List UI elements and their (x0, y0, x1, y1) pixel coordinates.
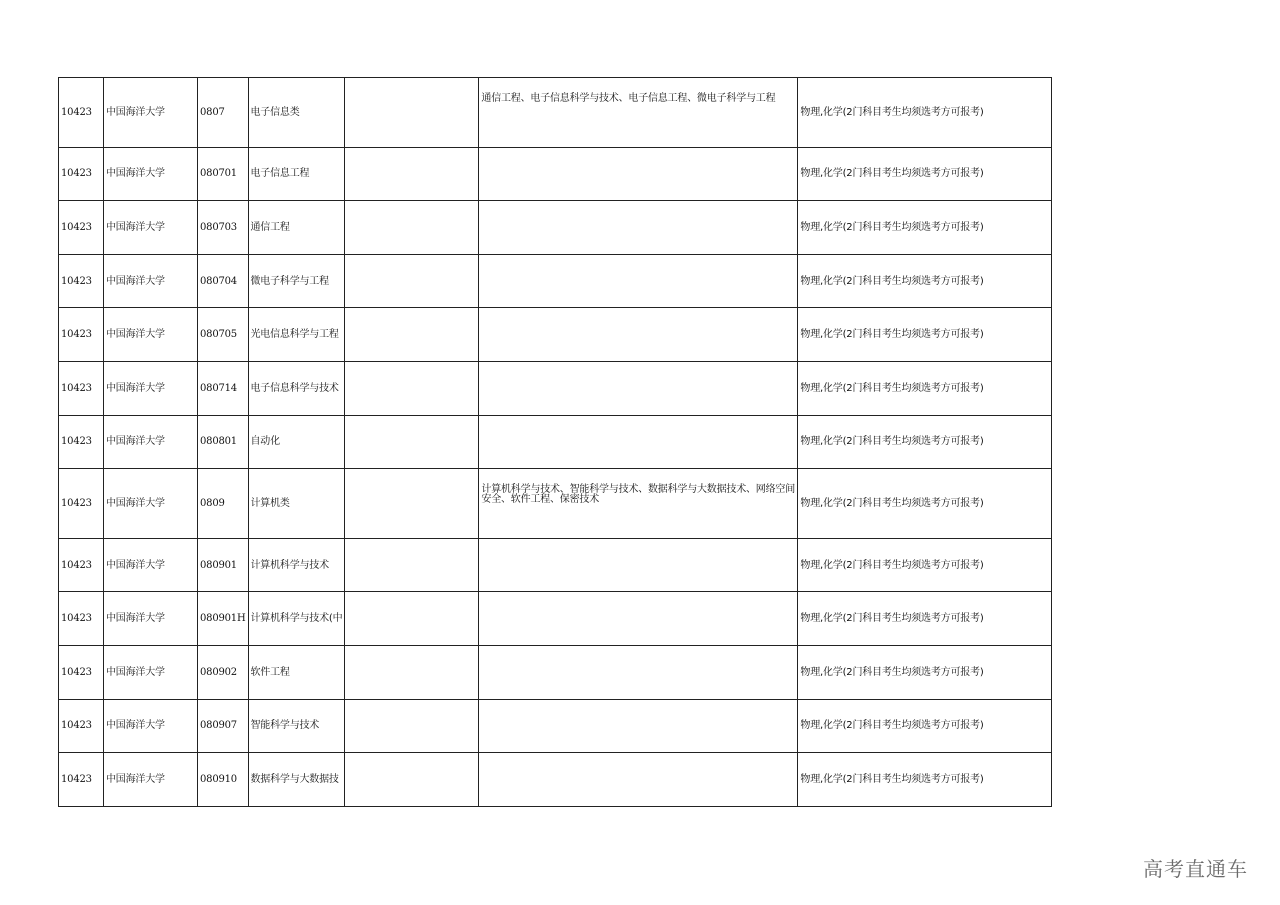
subject-requirement-cell: 物理,化学(2门科目考生均须选考方可报考) (798, 753, 1052, 807)
major-name-cell: 软件工程 (248, 645, 345, 699)
major-name-cell: 自动化 (248, 415, 345, 469)
subject-requirement-cell: 物理,化学(2门科目考生均须选考方可报考) (798, 645, 1052, 699)
notes-cell (345, 592, 479, 646)
school-name-cell: 中国海洋大学 (104, 361, 198, 415)
table-row (59, 415, 1052, 469)
school-code-cell: 10423 (59, 201, 104, 255)
major-name-cell: 计算机科学与技术 (248, 538, 345, 592)
school-name-cell: 中国海洋大学 (104, 78, 198, 148)
subject-requirement-cell: 物理,化学(2门科目考生均须选考方可报考) (798, 538, 1052, 592)
school-code-cell: 10423 (59, 699, 104, 753)
major-name-cell: 光电信息科学与工程 (248, 308, 345, 362)
notes-cell (345, 469, 479, 539)
table-row (59, 538, 1052, 592)
notes-cell (345, 645, 479, 699)
major-code-cell: 080801 (198, 415, 249, 469)
major-name-cell: 电子信息工程 (248, 147, 345, 201)
notes-cell (345, 201, 479, 255)
school-name-cell: 中国海洋大学 (104, 699, 198, 753)
included-majors-cell (479, 538, 798, 592)
school-code-cell: 10423 (59, 254, 104, 308)
included-majors-cell (479, 147, 798, 201)
major-name-cell: 电子信息类 (248, 78, 345, 148)
subject-requirement-cell: 物理,化学(2门科目考生均须选考方可报考) (798, 254, 1052, 308)
notes-cell (345, 78, 479, 148)
included-majors-cell (479, 645, 798, 699)
school-code-cell: 10423 (59, 753, 104, 807)
included-majors-cell (479, 415, 798, 469)
major-name-cell: 智能科学与技术 (248, 699, 345, 753)
included-majors-cell: 通信工程、电子信息科学与技术、电子信息工程、微电子科学与工程 (479, 78, 798, 148)
school-name-cell: 中国海洋大学 (104, 592, 198, 646)
included-majors-cell (479, 361, 798, 415)
school-name-cell: 中国海洋大学 (104, 254, 198, 308)
major-name-cell: 数据科学与大数据技 (248, 753, 345, 807)
major-code-cell: 080910 (198, 753, 249, 807)
table-body (59, 78, 1052, 807)
included-majors-cell: 计算机科学与技术、智能科学与技术、数据科学与大数据技术、网络空间安全、软件工程、保密技术 (479, 469, 798, 539)
included-majors-cell (479, 592, 798, 646)
school-name-cell: 中国海洋大学 (104, 753, 198, 807)
major-code-cell: 080901H (198, 592, 249, 646)
table-row (59, 308, 1052, 362)
notes-cell (345, 415, 479, 469)
subject-requirement-cell: 物理,化学(2门科目考生均须选考方可报考) (798, 469, 1052, 539)
subject-requirement-cell: 物理,化学(2门科目考生均须选考方可报考) (798, 415, 1052, 469)
table-row (59, 201, 1052, 255)
major-name-cell: 计算机科学与技术(中 (248, 592, 345, 646)
subject-requirement-cell: 物理,化学(2门科目考生均须选考方可报考) (798, 699, 1052, 753)
major-name-cell: 通信工程 (248, 201, 345, 255)
school-name-cell: 中国海洋大学 (104, 645, 198, 699)
major-code-cell: 080901 (198, 538, 249, 592)
notes-cell (345, 361, 479, 415)
table-row (59, 78, 1052, 148)
school-name-cell: 中国海洋大学 (104, 415, 198, 469)
notes-cell (345, 308, 479, 362)
notes-cell (345, 538, 479, 592)
school-code-cell: 10423 (59, 308, 104, 362)
major-name-cell: 微电子科学与工程 (248, 254, 345, 308)
table-row (59, 147, 1052, 201)
major-code-cell: 0809 (198, 469, 249, 539)
notes-cell (345, 254, 479, 308)
included-majors-cell (479, 201, 798, 255)
school-code-cell: 10423 (59, 78, 104, 148)
subject-requirement-cell: 物理,化学(2门科目考生均须选考方可报考) (798, 78, 1052, 148)
major-code-cell: 080704 (198, 254, 249, 308)
table-row (59, 361, 1052, 415)
table-row (59, 254, 1052, 308)
major-code-cell: 0807 (198, 78, 249, 148)
school-code-cell: 10423 (59, 538, 104, 592)
major-code-cell: 080902 (198, 645, 249, 699)
major-code-cell: 080705 (198, 308, 249, 362)
subject-requirement-cell: 物理,化学(2门科目考生均须选考方可报考) (798, 592, 1052, 646)
table-row (59, 645, 1052, 699)
subject-requirement-cell: 物理,化学(2门科目考生均须选考方可报考) (798, 147, 1052, 201)
school-name-cell: 中国海洋大学 (104, 308, 198, 362)
notes-cell (345, 147, 479, 201)
admission-requirements-table (58, 77, 1052, 807)
major-name-cell: 电子信息科学与技术 (248, 361, 345, 415)
school-code-cell: 10423 (59, 415, 104, 469)
included-majors-cell (479, 308, 798, 362)
included-majors-cell (479, 753, 798, 807)
school-name-cell: 中国海洋大学 (104, 469, 198, 539)
subject-requirement-cell: 物理,化学(2门科目考生均须选考方可报考) (798, 201, 1052, 255)
table-row (59, 699, 1052, 753)
major-name-cell: 计算机类 (248, 469, 345, 539)
school-code-cell: 10423 (59, 645, 104, 699)
table-row (59, 753, 1052, 807)
subject-requirement-cell: 物理,化学(2门科目考生均须选考方可报考) (798, 361, 1052, 415)
school-name-cell: 中国海洋大学 (104, 538, 198, 592)
school-code-cell: 10423 (59, 361, 104, 415)
major-code-cell: 080714 (198, 361, 249, 415)
included-majors-cell (479, 699, 798, 753)
major-code-cell: 080703 (198, 201, 249, 255)
school-name-cell: 中国海洋大学 (104, 147, 198, 201)
school-name-cell: 中国海洋大学 (104, 201, 198, 255)
subject-requirement-cell: 物理,化学(2门科目考生均须选考方可报考) (798, 308, 1052, 362)
watermark-text: 高考直通车 (1143, 857, 1248, 881)
included-majors-cell (479, 254, 798, 308)
school-code-cell: 10423 (59, 592, 104, 646)
school-code-cell: 10423 (59, 469, 104, 539)
table-row (59, 592, 1052, 646)
major-code-cell: 080907 (198, 699, 249, 753)
notes-cell (345, 699, 479, 753)
notes-cell (345, 753, 479, 807)
table-row (59, 469, 1052, 539)
major-code-cell: 080701 (198, 147, 249, 201)
school-code-cell: 10423 (59, 147, 104, 201)
